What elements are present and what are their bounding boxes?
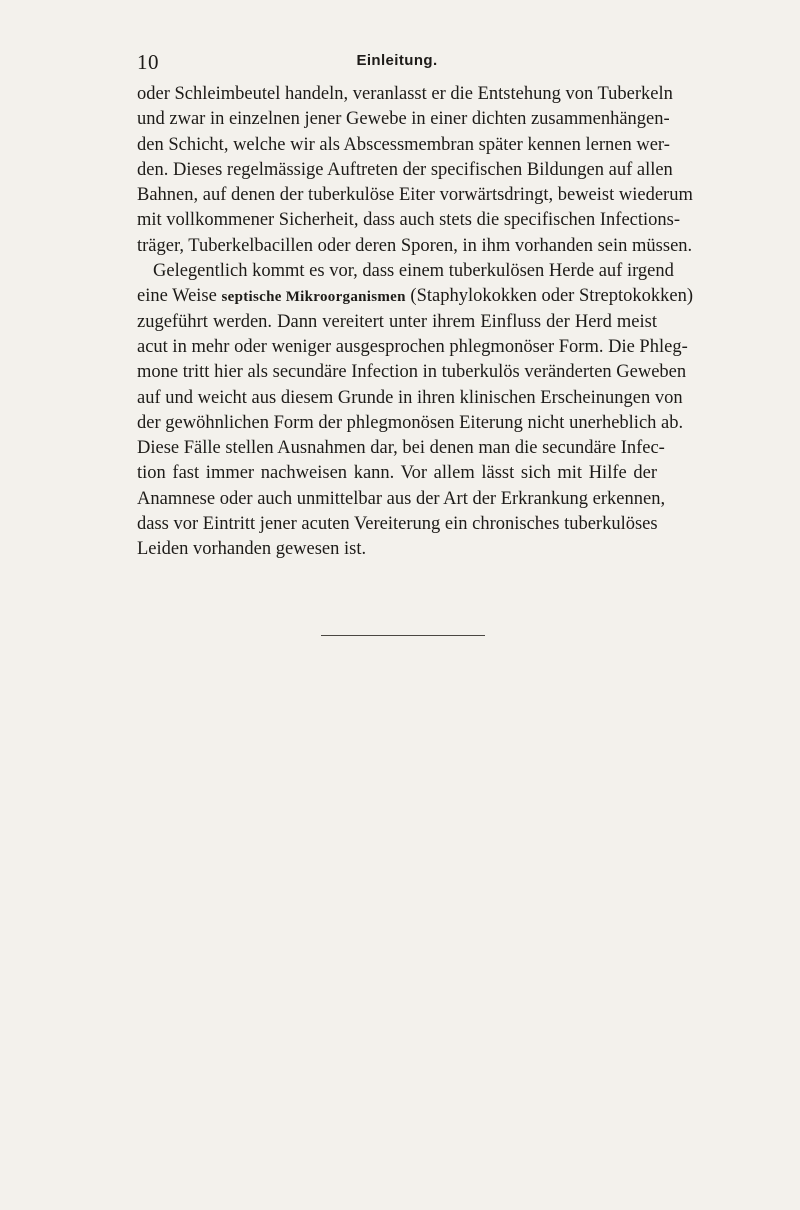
text-line: Leiden vorhanden gewesen ist. — [137, 539, 367, 560]
line-segment: eine Weise — [137, 286, 222, 307]
text-line: zugeführt werden. Dann vereitert unter ihrem Einfluss der Herd meist — [137, 311, 657, 332]
line-segment: (Staphylokokken oder Streptokokken) — [405, 286, 694, 307]
text-line: träger, Tuberkelbacillen oder deren Sporen, in ihm vorhanden sein müssen. — [137, 235, 693, 256]
text-line: Diese Fälle stellen Ausnahmen dar, bei denen man die secundäre Infec- — [137, 438, 665, 459]
text-line: der gewöhnlichen Form der phlegmonösen Eiterung nicht unerheblich ab. — [137, 412, 684, 433]
text-line: dass vor Eintritt jener acuten Vereiterung ein chronisches tuberkulöses — [137, 514, 658, 535]
text-line: mone tritt hier als secundäre Infection in tuberkulös veränderten Geweben — [137, 362, 687, 383]
body-paragraph — [137, 82, 694, 563]
text-line: oder Schleimbeutel handeln, veranlasst er die Entstehung von Tuberkeln — [137, 84, 673, 104]
text-line: mit vollkommener Sicherheit, dass auch stets die specifischen Infections- — [137, 210, 681, 231]
text-line: Anamnese oder auch unmittelbar aus der Art der Erkrankung erkennen, — [137, 488, 666, 509]
text-line: Gelegentlich kommt es vor, dass einem tuberkulösen Herde auf irgend — [153, 261, 674, 282]
text-line: den. Dieses regelmässige Auftreten der specifischen Bildungen auf allen — [137, 159, 673, 180]
running-title: Einleitung. — [356, 52, 438, 69]
page-number: 10 — [137, 50, 159, 74]
text-line: acut in mehr oder weniger ausgesprochen phlegmonöser Form. Die Phleg- — [137, 336, 688, 357]
emphasized-term: septische Mikroorganismen — [221, 289, 406, 306]
text-line: und zwar in einzelnen jener Gewebe in einer dichten zusammenhängen- — [137, 109, 670, 130]
text-line: tion fast immer nachweisen kann. Vor allem lässt sich mit Hilfe der — [137, 463, 657, 484]
text-line-with-emphasis — [137, 284, 694, 309]
running-head — [137, 50, 657, 76]
text-line: auf und weicht aus diesem Grunde in ihren klinischen Erscheinungen von — [137, 387, 683, 408]
section-divider — [321, 635, 485, 636]
text-line: den Schicht, welche wir als Abscessmembran später kennen lernen wer- — [137, 134, 670, 155]
text-line: Bahnen, auf denen der tuberkulöse Eiter vorwärtsdringt, beweist wiederum — [137, 185, 693, 206]
